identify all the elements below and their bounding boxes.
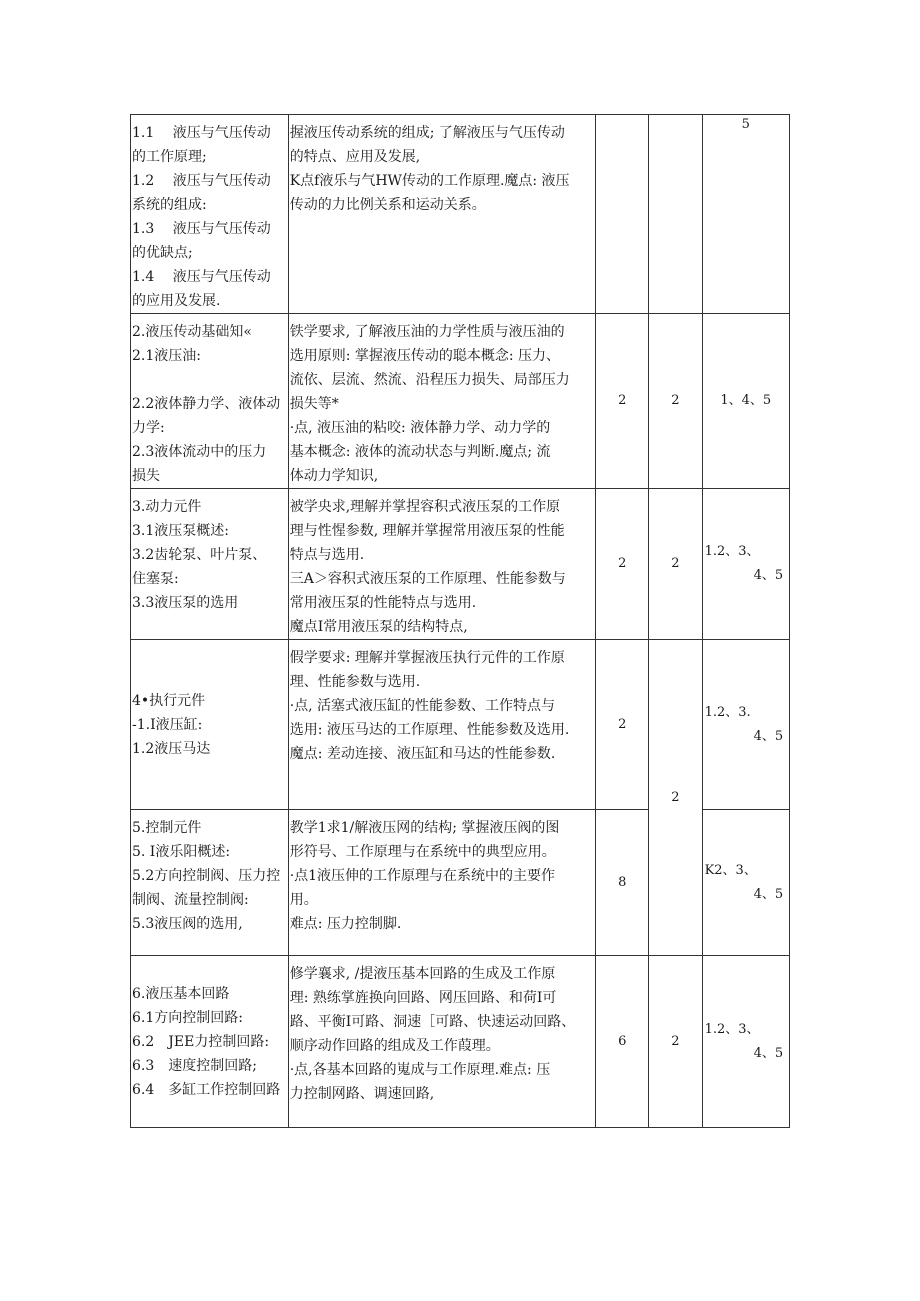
cell-line: 的优缺点; [132,245,193,261]
cell-line: 3.2齿轮泵、叶片泵、 [132,547,267,563]
cell-line: 制阀、流量控制阀: [132,892,249,908]
cell-line: 5.控制元件 [132,820,202,836]
cell-line: 的应用及发展. [132,293,221,309]
objective-ref-cell [702,956,789,1128]
table-row [131,314,790,489]
cell-line: ·点, 活塞式液压缸的性能参数、工作特点与 [289,698,556,714]
hours-cell: 2 [649,489,702,640]
hours-cell: 2 [596,489,649,640]
cell-line: 损失 [132,468,160,484]
description-cell [288,640,595,810]
hours-cell: 2 [649,956,702,1128]
cell-line: 4、5 [753,728,784,744]
table-row [131,640,790,810]
topic-cell [131,314,289,489]
cell-line: 1.2、3、 [704,544,760,559]
hours-cell: 2 [649,640,702,956]
cell-line: 4、5 [753,1045,784,1061]
cell-line: 3.3液压泵的选用 [132,595,239,611]
cell-line: 的工作原理; [132,149,207,165]
cell-line: 选用: 液压马达的工作原理、性能参数及选用. [289,722,570,738]
cell-line: 流依、层流、然流、沿程压力损失、局部压力 [289,372,570,388]
description-cell [288,810,595,956]
description-cell [288,489,595,640]
cell-line: 顺序动作回路的组成及工作葭理。 [289,1038,500,1054]
cell-line: 力控制网路、调速回路, [289,1086,435,1102]
cell-line: 1.3 液压与气压传动 [132,221,271,237]
cell-line: 路、平衡I可路、洞速［可路、快速运动回路、 [289,1014,576,1030]
objective-ref-cell [702,810,789,956]
cell-line: 1.2 液压与气压传动 [132,173,271,189]
cell-line: 住塞泵: [132,571,179,587]
cell-line: 三A＞容积式液压泵的工作原理、性能参数与 [289,571,566,587]
cell-line: 3.动力元件 [132,499,202,515]
description-cell [288,115,595,314]
topic-cell [131,956,289,1128]
objective-ref-cell [702,115,789,314]
cell-line: 2.液压传动基础知« [132,324,252,340]
objective-ref-cell [702,640,789,810]
cell-line: 假学要求: 理解并掌握液压执行元件的工作原 [289,650,565,666]
topic-cell [131,640,289,810]
description-cell [288,314,595,489]
cell-line: 1.1 液压与气压传动 [132,125,271,141]
cell-line: 4、5 [753,568,784,583]
cell-line: 体动力学知识, [289,468,379,484]
cell-line: 被学央求,理解并掌捏容积式液压泵的工作原 [289,499,561,515]
hours-cell: 6 [596,956,649,1128]
cell-line: 基本概念: 液体的流动状态与判断.魔点; 流 [289,444,551,460]
cell-line: 理: 熟练掌旌换向回路、网压回路、和荷I可 [289,990,557,1006]
hours-cell [649,115,702,314]
cell-line: 魔点: 差动连接、液压缸和马达的性能参数. [289,746,556,762]
cell-line: 4、5 [753,886,784,902]
cell-line: 力学: [132,420,165,436]
cell-line: 1、4、5 [720,393,772,408]
cell-line: 修学襄求, /提液压基本回路的生成及工作原 [289,966,556,982]
cell-line: 常用液压泵的性能特点与选用. [289,595,477,611]
cell-line: 4•执行元件 [132,692,206,709]
hours-cell: 2 [596,314,649,489]
cell-line: ·点,各基本回路的嵬成与工作原理.难点: 压 [289,1062,551,1078]
cell-line: 传动的力比例关系和运动关系。 [289,197,486,213]
cell-line: 6.液压基本回路 [132,985,230,1002]
cell-line: K点f液乐与气HW传动的工作原理.魔点: 液压 [289,173,570,189]
description-cell [288,956,595,1128]
cell-line: 5.3液压阀的选用, [132,916,243,932]
cell-line: 难点: 压力控制脚. [289,916,402,932]
cell-line: 5.2方向控制阀、压力控 [132,868,281,884]
hours-cell [596,115,649,314]
cell-line: 6.4 多缸工作控制回路 [132,1081,281,1098]
objective-ref-cell [702,489,789,640]
cell-line: 2.2液体静力学、液体动 [132,396,281,412]
cell-line: 1.2、3、 [704,1021,760,1037]
cell-line: ·点, 液压油的粘咬: 液体静力学、动力学的 [289,420,551,436]
cell-line: ·点1液压伸的工作原理与在系统中的主要作 [289,868,556,884]
cell-line: 魔点I常用液压泵的结构特点, [289,619,468,635]
cell-line: 1.2、3. [704,704,751,720]
cell-line: 形符号、工作原理与在系统中的典型应用。 [289,844,556,860]
cell-line: 6.2 JEE力控制回路: [132,1033,270,1050]
topic-cell [131,810,289,956]
cell-line: 损失等* [289,396,339,412]
hours-cell: 2 [596,640,649,810]
cell-line: 3.1液压泵概述: [132,523,229,539]
table-row [131,115,790,314]
cell-line: 1.4 液压与气压传动 [132,269,271,285]
cell-line: 握液压传动系统的组成; 了解液压与气压传动 [289,125,565,141]
table-row [131,489,790,640]
cell-line: 5 [741,117,750,132]
cell-line: 特点与选用. [289,547,365,563]
cell-line: 的特点、应用及发展, [289,149,421,165]
topic-cell [131,489,289,640]
cell-line: -1.I液压缸: [132,716,203,733]
table-row [131,956,790,1128]
cell-line: 理与性惺参数, 理解并掌握常用液压泵的性能 [289,523,565,539]
cell-line: 理、性能参数与选用. [289,674,421,690]
cell-line: 用。 [289,892,318,908]
hours-cell: 8 [596,810,649,956]
cell-line: 选用原则: 掌握液压传动的聪本概念: 压力、 [289,348,561,364]
cell-line: 教学1求1/解液压网的结构; 掌握液压阀的图 [289,820,560,836]
cell-line: 2.3液体流动中的压力 [132,444,267,460]
objective-ref-cell [702,314,789,489]
topic-cell [131,115,289,314]
cell-line: 1.2液压马达 [132,740,211,757]
cell-line: 6.1方向控制回路: [132,1009,243,1026]
cell-line: 铁学要求, 了解液压油的力学性质与液压油的 [289,324,565,340]
cell-line: 2.1液压油: [132,348,201,364]
cell-line [132,368,288,392]
course-content-table [130,114,790,1128]
hours-cell: 2 [649,314,702,489]
cell-line: K2、3、 [704,862,757,878]
cell-line: 5. I液乐阳概述: [132,844,231,860]
cell-line: 系统的组成: [132,197,207,213]
cell-line: 6.3 速度控制回路; [132,1057,257,1074]
